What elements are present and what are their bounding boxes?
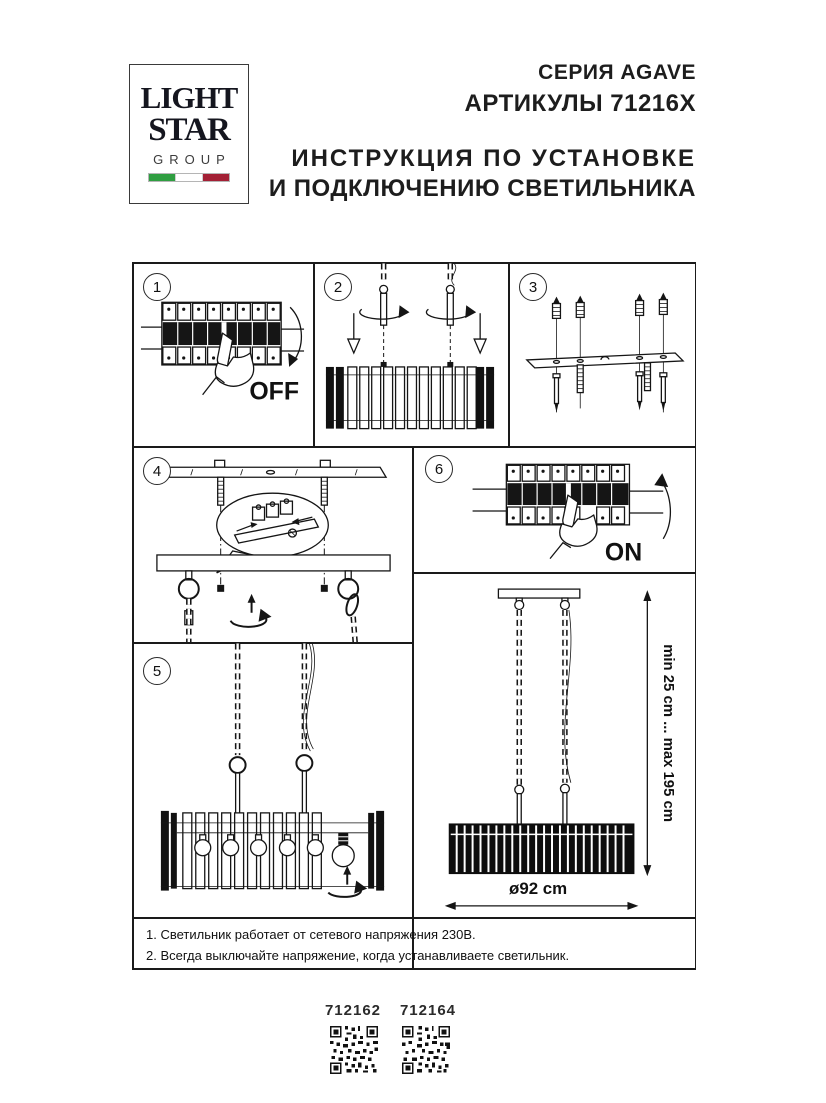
instruction-title-line1: ИНСТРУКЦИЯ ПО УСТАНОВКЕ xyxy=(291,145,696,172)
flag-white-stripe xyxy=(175,174,203,181)
qr-code-712162 xyxy=(330,1024,378,1076)
ceiling-plate xyxy=(498,589,579,602)
step-6-badge: 6 xyxy=(425,455,453,483)
lamp-shade xyxy=(326,367,494,429)
bulb-install-drawing xyxy=(133,643,412,917)
breaker-on-drawing xyxy=(413,447,695,572)
qr-code-712164 xyxy=(402,1024,450,1076)
step-4-panel xyxy=(133,447,412,642)
up-arrow-icon xyxy=(654,473,670,539)
logo-light: LIGHT xyxy=(140,80,238,115)
chain-hanger xyxy=(179,571,361,642)
down-arrow-icon xyxy=(288,307,301,367)
step-5-panel xyxy=(133,643,412,917)
down-arrow-icon xyxy=(348,313,486,353)
step-2-panel xyxy=(314,263,508,446)
ceiling-bracket xyxy=(527,353,683,368)
step-4-badge: 4 xyxy=(143,457,171,485)
height-range-label: min 25 cm ... max 195 cm xyxy=(660,644,677,822)
rotation-arrow-icon xyxy=(328,866,367,897)
dimensions-drawing xyxy=(413,573,695,917)
chain xyxy=(238,643,315,755)
logo-star: STAR xyxy=(148,112,230,148)
step-1-badge: 1 xyxy=(143,273,171,301)
step-3-badge: 3 xyxy=(519,273,547,301)
series-line: СЕРИЯ AGAVE xyxy=(538,61,696,84)
note-line: 2. Всегда выключайте напряжение, когда устанавливаете светильник. xyxy=(146,947,570,963)
rotation-arrow-icon xyxy=(231,594,272,627)
note-line: 1. Светильник работает от сетевого напряжения 230В. xyxy=(146,927,476,942)
height-dimension xyxy=(643,590,676,876)
safety-notes xyxy=(132,918,696,970)
loose-bulb-icon xyxy=(332,833,354,867)
step-6-panel xyxy=(413,447,695,572)
step-5-badge: 5 xyxy=(143,657,171,685)
step-2-badge: 2 xyxy=(324,273,352,301)
flag-green-stripe xyxy=(149,174,175,181)
off-label: OFF xyxy=(249,377,300,406)
on-label: ON xyxy=(604,539,643,567)
diameter-dimension xyxy=(445,879,639,910)
wiring-detail-drawing xyxy=(133,447,412,642)
article-code-712162: 712162 xyxy=(324,1002,382,1019)
article-code-712164: 712164 xyxy=(399,1002,457,1019)
diameter-label: ø92 cm xyxy=(509,878,568,898)
chain xyxy=(384,263,456,285)
chain xyxy=(515,601,571,795)
flag-red-stripe xyxy=(203,174,229,181)
articles-line: АРТИКУЛЫ 71216X xyxy=(464,90,696,117)
dimensions-panel xyxy=(413,573,695,917)
step-1-panel xyxy=(133,263,313,446)
lightstar-logo xyxy=(129,64,249,204)
canopy-bar xyxy=(157,555,390,571)
rotation-arrow-icon xyxy=(360,305,476,319)
logo-group: GROUP xyxy=(153,152,231,167)
lamp-shade-silhouette xyxy=(449,823,635,874)
italian-flag-icon xyxy=(148,173,230,182)
ceiling-bracket xyxy=(155,460,386,477)
step-3-panel xyxy=(509,263,695,446)
wall-plug-icon xyxy=(553,293,668,319)
instruction-title-line2: И ПОДКЛЮЧЕНИЮ СВЕТИЛЬНИКА xyxy=(268,175,696,202)
